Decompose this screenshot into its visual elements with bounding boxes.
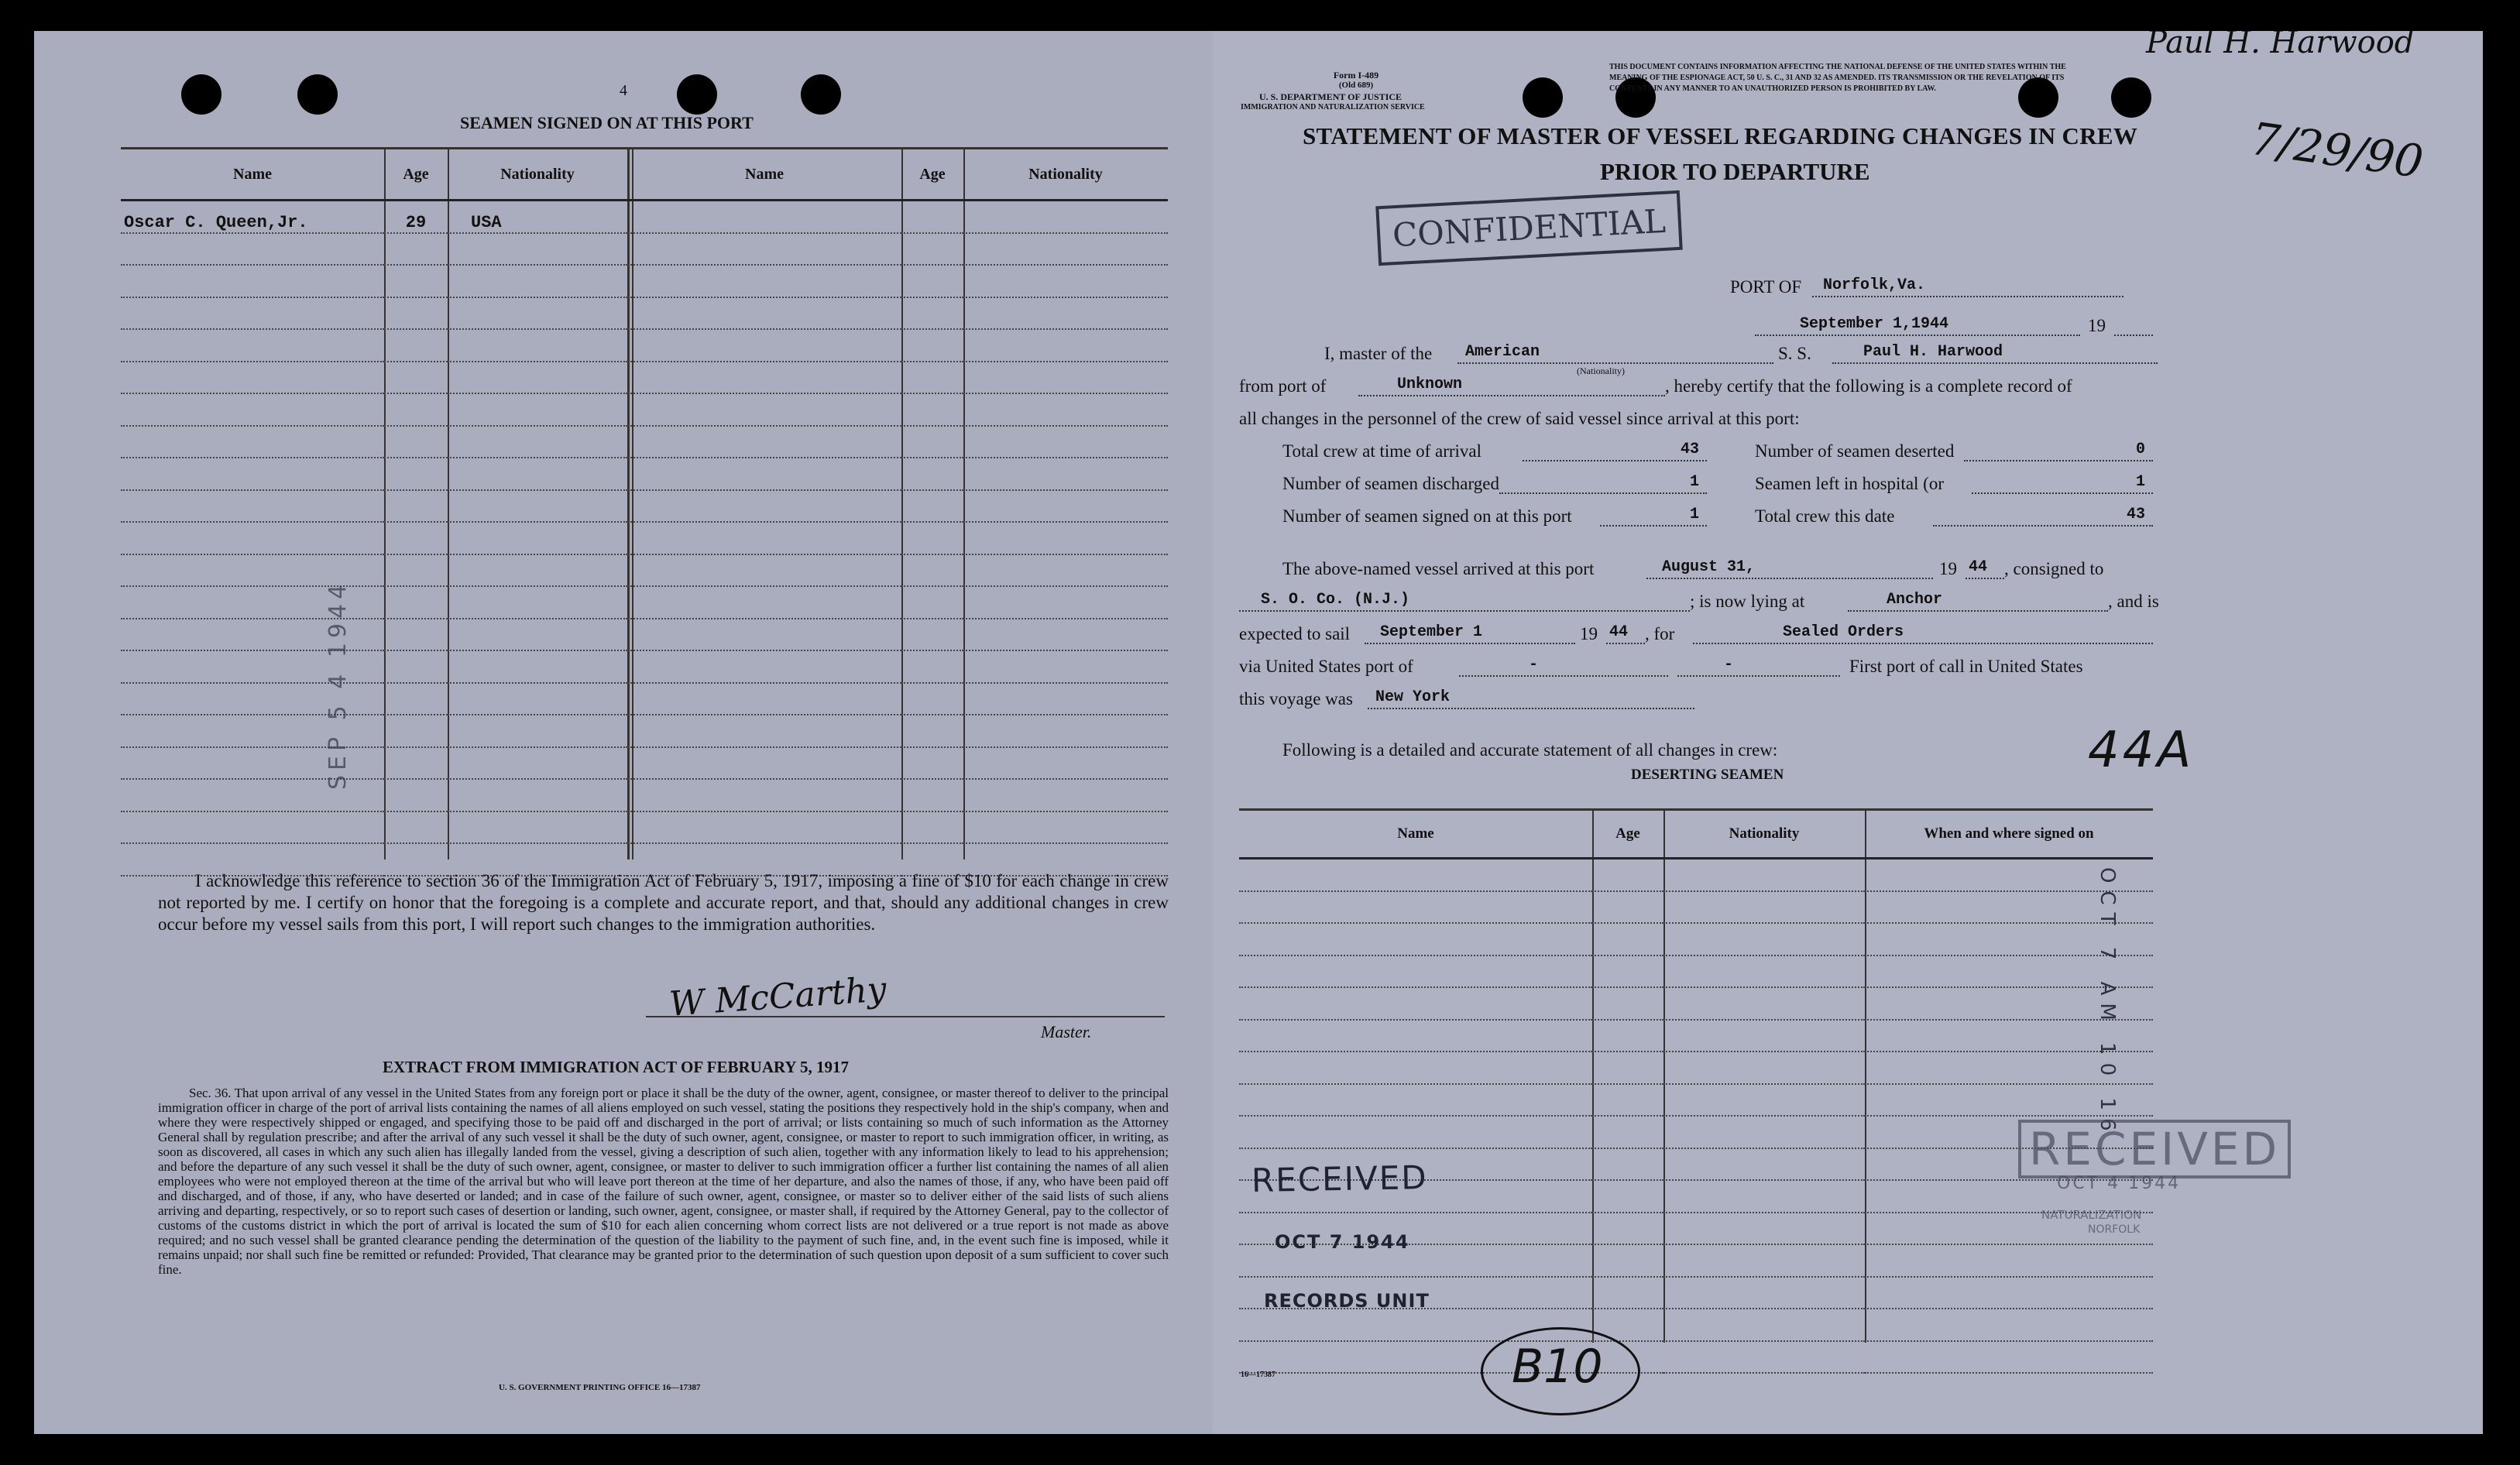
deserted-label: Number of seamen deserted	[1755, 441, 1955, 461]
deserted-field: 0	[1964, 437, 2153, 461]
table-row	[121, 554, 1168, 587]
port-field: Norfolk,Va.	[1812, 273, 2123, 297]
total-crew-arrival-label: Total crew at time of arrival	[1282, 441, 1482, 461]
column-header: When and where signed on	[1865, 811, 2153, 859]
expected-label: expected to sail	[1239, 624, 1351, 643]
master-label: Master.	[1041, 1022, 1092, 1041]
consignee-field: S. O. Co. (N.J.)	[1239, 587, 1690, 612]
table-row	[121, 715, 1168, 747]
oct-time-stamp: OCT 7 AM 10 16	[2096, 867, 2119, 1139]
circled-note: B10	[1512, 1340, 1603, 1394]
arrival-year-field: 44	[1966, 554, 2004, 579]
received-stamp-large: RECEIVED	[2018, 1120, 2291, 1179]
arrival-year-prefix: 19	[1939, 559, 1957, 578]
handwritten-name: Paul H. Harwood	[2146, 31, 2415, 60]
received-stamp-date: OCT 4 1944	[2057, 1174, 2182, 1193]
norfolk-stamp: NORFOLK	[2088, 1223, 2141, 1236]
table-row	[1239, 1084, 2153, 1117]
table-row	[1239, 1052, 2153, 1084]
changes-text: all changes in the personnel of the crew of said vessel since arrival at this port:	[1239, 409, 1800, 428]
table-row	[1239, 1116, 2153, 1148]
sail-date-field: September 1	[1365, 619, 1575, 644]
table-row	[121, 683, 1168, 715]
form-title-line2: PRIOR TO DEPARTURE	[1600, 158, 1870, 185]
column-header: Age	[384, 149, 448, 201]
total-crew-date-field: 43	[1933, 502, 2153, 527]
via-port-field: -	[1459, 652, 1668, 677]
table-row	[1239, 956, 2153, 988]
table-row	[1239, 891, 2153, 924]
year-field	[2114, 311, 2153, 336]
voyage-field: New York	[1368, 684, 1694, 709]
column-header: Name	[1239, 811, 1592, 859]
table-row	[121, 779, 1168, 811]
date-stamp: SEP 5 4 1944	[324, 579, 352, 790]
form-old-number: (Old 689)	[1338, 81, 1374, 90]
table-row	[121, 426, 1168, 458]
table-row	[121, 522, 1168, 554]
table-row	[121, 458, 1168, 490]
master-signature: W McCarthy	[668, 969, 888, 1024]
punch-hole	[801, 74, 841, 115]
column-header: Nationality	[1663, 811, 1865, 859]
and-is-label: , and is	[2108, 592, 2159, 611]
department: U. S. DEPARTMENT OF JUSTICE	[1259, 91, 1402, 102]
hospital-label: Seamen left in hospital (or	[1755, 474, 1944, 493]
acknowledgement-text: I acknowledge this reference to section 36 of the Immigration Act of February 5, 1917, imposing a fine of $10 for each change in crew not reported by me. I certify on honor that the foregoing is a complete and accurate report, and that, should any additional changes in crew occur before my vessel sails from this port, I will report such changes to the immigration authorities.	[158, 871, 1169, 934]
following-label: Following is a detailed and accurate statement of all changes in crew:	[1282, 740, 1778, 760]
hospital-field: 1	[1972, 469, 2153, 494]
extract-text: Sec. 36. That upon arrival of any vessel in the United States from any foreign port or place it shall be the duty of the owner, agent, consignee, or master thereof to deliver to the principal immigration officer in charge of the port of arrival lists containing the names of all aliens employed on such vessel, stating the positions they respectively hold in the ship's company, when and where they were respectively shipped or engaged, and specifying those to be paid off and discharged in the port of arrival; or lists containing so much of such information as the Attorney General shall by regulation prescribe; and after the arrival of any such vessel it shall be the duty of such owner, agent, consignee, or master to report to such immigration officer, in writing, as soon as discovered, all cases in which any such alien has illegally landed from the vessel, giving a description of such alien, together with any information likely to lead to his apprehension; and before the departure of any such vessel it shall be the duty of such owner, agent, consignee, or master to deliver to such immigration officer a further list containing the names of all alien employees who were not employed thereon at the time of the arrival but who will leave port thereon at the time of her departure, and also the names of those, if any, who have been paid off and discharged, and of those, if any, who have deserted or landed; and in case of the failure of such owner, agent, consignee, or master so to deliver either of the said lists of such aliens arriving and departing, respectively, or so to report such cases of desertion or landing, such owner, agent, consignee, or master shall, if required by the Attorney General, pay to the collector of customs of the customs district in which the port of arrival is located the sum of $10 for each alien concerning whom correct lists are not delivered or a true report is not made as above required; and no such vessel shall be granted clearance pending the determination of the question of the liability to the payment of such fine, and, in the event such fine is imposed, while it remains unpaid; nor shall such fine be remitted or refunded: Provided, That clearance may be granted prior to the determination of such question upon deposit of a sum sufficient to cover such fine.	[158, 1086, 1169, 1277]
received-stamp: RECEIVED	[1251, 1158, 1429, 1199]
first-call-label: First port of call in United States	[1849, 657, 2083, 676]
ss-label: S. S.	[1778, 344, 1811, 363]
table-row	[1239, 987, 2153, 1020]
form-number: Form I-489	[1333, 70, 1379, 81]
file-number: 44A	[2088, 722, 2195, 779]
deserting-table	[1239, 811, 2153, 1374]
punch-hole	[677, 74, 717, 115]
table-row	[121, 362, 1168, 394]
received-stamp-date-records: OCT 7 1944	[1275, 1231, 1410, 1253]
sail-year-prefix: 19	[1580, 624, 1598, 643]
discharged-label: Number of seamen discharged	[1282, 474, 1499, 493]
column-header: Name	[121, 149, 384, 201]
naturalization-stamp: NATURALIZATION	[2041, 1208, 2142, 1222]
arrival-date-field: August 31,	[1646, 554, 1933, 579]
lying-at-field: Anchor	[1848, 587, 2108, 612]
records-unit-stamp: RECORDS UNIT	[1264, 1290, 1430, 1312]
column-header: Age	[1592, 811, 1663, 859]
from-port-label: from port of	[1239, 376, 1327, 396]
date-field: September 1,1944	[1755, 311, 2080, 336]
signed-on-table	[121, 149, 1168, 877]
voyage-label: this voyage was	[1239, 689, 1353, 708]
deserting-heading: DESERTING SEAMEN	[1631, 767, 1784, 783]
table-row	[121, 233, 1168, 266]
table-header-row	[1239, 811, 2153, 859]
for-label: , for	[1645, 624, 1675, 643]
discharged-field: 1	[1499, 469, 1707, 494]
defense-notice: THIS DOCUMENT CONTAINS INFORMATION AFFECTING THE NATIONAL DEFENSE OF THE UNITED STATES WITHIN THE MEANING OF THE ESPIONAGE ACT, 50 U. S. C., 31 AND 32 AS AMENDED. ITS TRANSMISSION OR THE REVELATION OF ITS CONTENTS IN ANY MANNER TO AN UNAUTHORIZED PERSON IS PROHIBITED BY LAW.	[1609, 63, 2066, 93]
nationality-field: American	[1457, 339, 1773, 364]
table-row	[1239, 1309, 2153, 1341]
ship-name-field: Paul H. Harwood	[1832, 339, 2158, 364]
punch-hole	[1523, 77, 1563, 118]
consigned-label: , consigned to	[2004, 559, 2104, 578]
table-row	[121, 650, 1168, 683]
table-row	[121, 265, 1168, 297]
signed-on-label: Number of seamen signed on at this port	[1282, 506, 1572, 526]
sail-year-field: 44	[1606, 619, 1645, 644]
signature-line	[646, 1016, 1165, 1017]
table-row	[121, 586, 1168, 619]
printing-office: U. S. GOVERNMENT PRINTING OFFICE 16—17387	[499, 1383, 701, 1392]
service: IMMIGRATION AND NATURALIZATION SERVICE	[1241, 103, 1425, 112]
arrived-label: The above-named vessel arrived at this port	[1282, 559, 1595, 578]
table-row	[121, 619, 1168, 651]
seaman-age: 29	[384, 201, 448, 233]
page-number: 4	[620, 82, 627, 99]
punch-hole	[297, 74, 338, 115]
total-crew-arrival-field: 43	[1523, 437, 1707, 461]
punch-hole	[2111, 77, 2151, 118]
seaman-nationality: USA	[448, 201, 627, 233]
table-row	[121, 201, 1168, 233]
table-row	[1239, 1341, 2153, 1374]
seaman-name: Oscar C. Queen,Jr.	[121, 201, 384, 233]
nationality-caption: (Nationality)	[1577, 365, 1625, 376]
from-port-field: Unknown	[1358, 372, 1665, 396]
via-label: via United States port of	[1239, 657, 1413, 676]
table-row	[121, 811, 1168, 844]
via-port2-field: -	[1677, 652, 1840, 677]
handwritten-date: 7/29/90	[2247, 112, 2427, 189]
signed-on-field: 1	[1600, 502, 1707, 527]
extract-heading: EXTRACT FROM IMMIGRATION ACT OF FEBRUARY 5, 1917	[383, 1058, 850, 1076]
right-page	[1213, 31, 2483, 1434]
column-header: Nationality	[963, 149, 1168, 201]
total-crew-date-label: Total crew this date	[1755, 506, 1895, 526]
table-row	[121, 393, 1168, 426]
destination-field: Sealed Orders	[1693, 619, 2153, 644]
year-prefix: 19	[2088, 316, 2106, 335]
table-row	[121, 490, 1168, 523]
punch-hole	[181, 74, 221, 115]
table-row	[1239, 923, 2153, 956]
table-row	[121, 329, 1168, 362]
master-of-label: I, master of the	[1324, 344, 1433, 363]
form-title-line1: STATEMENT OF MASTER OF VESSEL REGARDING CHANGES IN CREW	[1303, 122, 2138, 149]
column-header: Age	[901, 149, 963, 201]
lying-label: ; is now lying at	[1690, 592, 1805, 611]
port-label: PORT OF	[1730, 277, 1802, 297]
table-row	[121, 297, 1168, 330]
certify-text: , hereby certify that the following is a complete record of	[1665, 376, 2072, 396]
table-row	[1239, 859, 2153, 891]
table-header-row	[121, 149, 1168, 201]
signed-on-heading: SEAMEN SIGNED ON AT THIS PORT	[460, 113, 754, 132]
confidential-stamp: CONFIDENTIAL	[1375, 190, 1682, 266]
column-header: Name	[627, 149, 901, 201]
form-code: 16—17387	[1241, 1371, 1275, 1379]
table-row	[121, 747, 1168, 780]
table-row	[1239, 1020, 2153, 1052]
column-header: Nationality	[448, 149, 627, 201]
left-page	[34, 31, 1213, 1434]
